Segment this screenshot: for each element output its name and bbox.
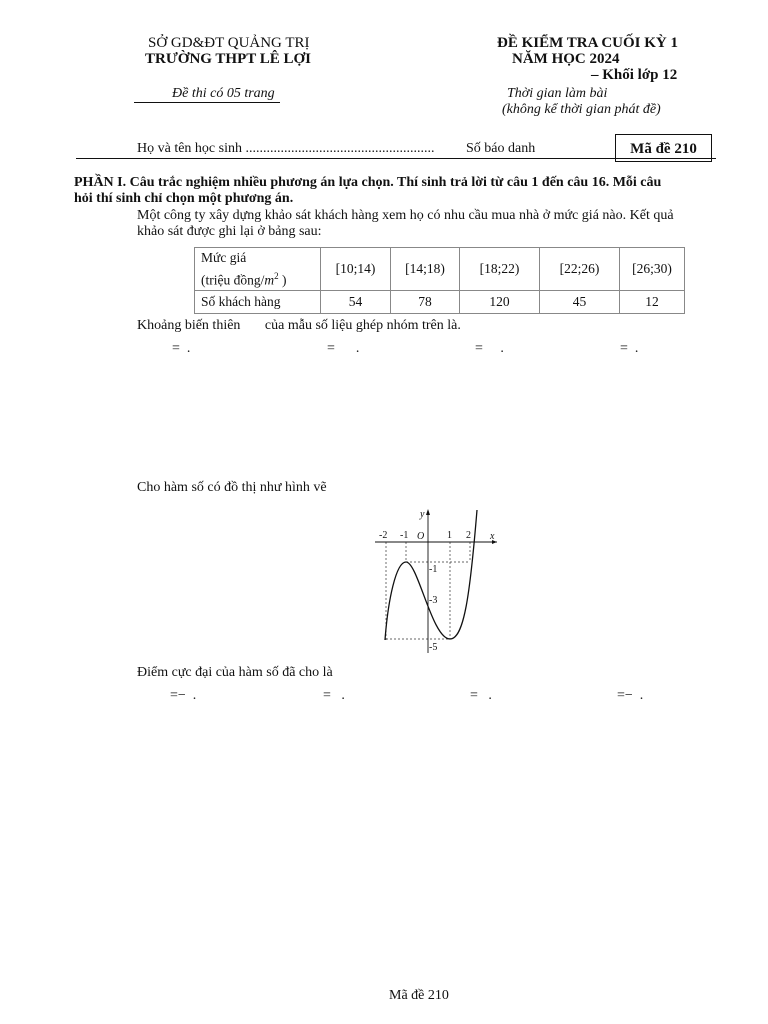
part1-heading-cont: hỏi thí sinh chỉ chọn một phương án.: [74, 191, 294, 206]
part1-heading: PHẦN I. Câu trắc nghiệm nhiều phương án lựa chọn. Thí sinh trả lời từ câu 1 đến câu 16. Mỗi câu: [74, 175, 662, 190]
price-header-cell: [195, 248, 321, 291]
school-name: TRƯỜNG THPT LÊ LỢI: [145, 51, 312, 67]
x-axis-label: x: [490, 531, 495, 542]
count-cell: 45: [540, 290, 620, 313]
x-tick-label: -2: [379, 530, 388, 541]
count-cell: 78: [391, 290, 460, 313]
interval-cell: [10;14): [321, 248, 391, 291]
price-unit-symbol: m: [264, 272, 275, 288]
y-tick-label: -1: [429, 564, 438, 575]
q1-text: Một công ty xây dựng khảo sát khách hàng xem họ có nhu cầu mua nhà ở mức giá nào. Kết quả: [137, 208, 674, 223]
q2-option-b[interactable]: = .: [323, 688, 345, 703]
y-axis-arrow: [426, 509, 430, 515]
origin-label: O: [417, 531, 425, 542]
interval-cell: [18;22): [460, 248, 540, 291]
x-tick-label: 2: [466, 530, 471, 541]
student-name-label: Họ và tên học sinh ......................................................: [137, 141, 435, 156]
time-label: Thời gian làm bài: [507, 86, 608, 101]
pages-underline: [134, 102, 280, 103]
q1-text-cont: khảo sát được ghi lại ở bảng sau:: [137, 224, 322, 239]
count-cell: 120: [460, 290, 540, 313]
price-label: Mức giá: [201, 250, 247, 265]
q1-option-c[interactable]: = .: [475, 341, 504, 356]
interval-cell: [14;18): [391, 248, 460, 291]
customers-header-cell: Số khách hàng: [195, 290, 321, 313]
count-cell: 12: [620, 290, 685, 313]
department-name: SỞ GD&ĐT QUẢNG TRỊ: [148, 35, 310, 51]
pages-note: Đề thi có 05 trang: [172, 86, 275, 101]
exam-title: ĐỀ KIỂM TRA CUỐI KỲ 1: [497, 35, 678, 51]
footer-exam-code: Mã đề 210: [389, 988, 449, 1003]
x-tick-label: -1: [400, 530, 409, 541]
q2-option-c[interactable]: = .: [470, 688, 492, 703]
y-tick-label: -3: [429, 595, 438, 606]
student-id-label: Số báo danh: [466, 141, 536, 156]
q2-question: Điểm cực đại của hàm số đã cho là: [137, 665, 333, 680]
y-tick-label: -5: [429, 642, 438, 653]
price-unit-label: (triệu đồng/: [201, 272, 265, 288]
exam-code-box: Mã đề 210: [615, 134, 712, 162]
q2-option-a[interactable]: =− .: [170, 688, 197, 703]
price-unit-close: ): [278, 272, 287, 288]
interval-cell: [26;30): [620, 248, 685, 291]
y-axis-label: y: [420, 509, 425, 520]
grade-label: – Khối lớp 12: [591, 67, 678, 83]
time-note: (không kể thời gian phát đề): [502, 102, 661, 117]
q1-option-b[interactable]: = .: [327, 341, 360, 356]
q1-option-d[interactable]: = .: [620, 341, 639, 356]
interval-cell: [22;26): [540, 248, 620, 291]
q1-option-a[interactable]: = .: [172, 341, 191, 356]
q1-question: Khoảng biến thiên của mẫu số liệu ghép nhóm trên là.: [137, 318, 461, 333]
q2-text: Cho hàm số có đồ thị như hình vẽ: [137, 480, 327, 495]
price-unit-exponent: 2: [274, 271, 279, 281]
function-curve: [385, 510, 477, 640]
q2-option-d[interactable]: =− .: [617, 688, 644, 703]
x-tick-label: 1: [447, 530, 452, 541]
school-year: NĂM HỌC 2024: [512, 51, 620, 67]
count-cell: 54: [321, 290, 391, 313]
frequency-table: [194, 247, 685, 314]
cubic-graph: [370, 505, 505, 655]
